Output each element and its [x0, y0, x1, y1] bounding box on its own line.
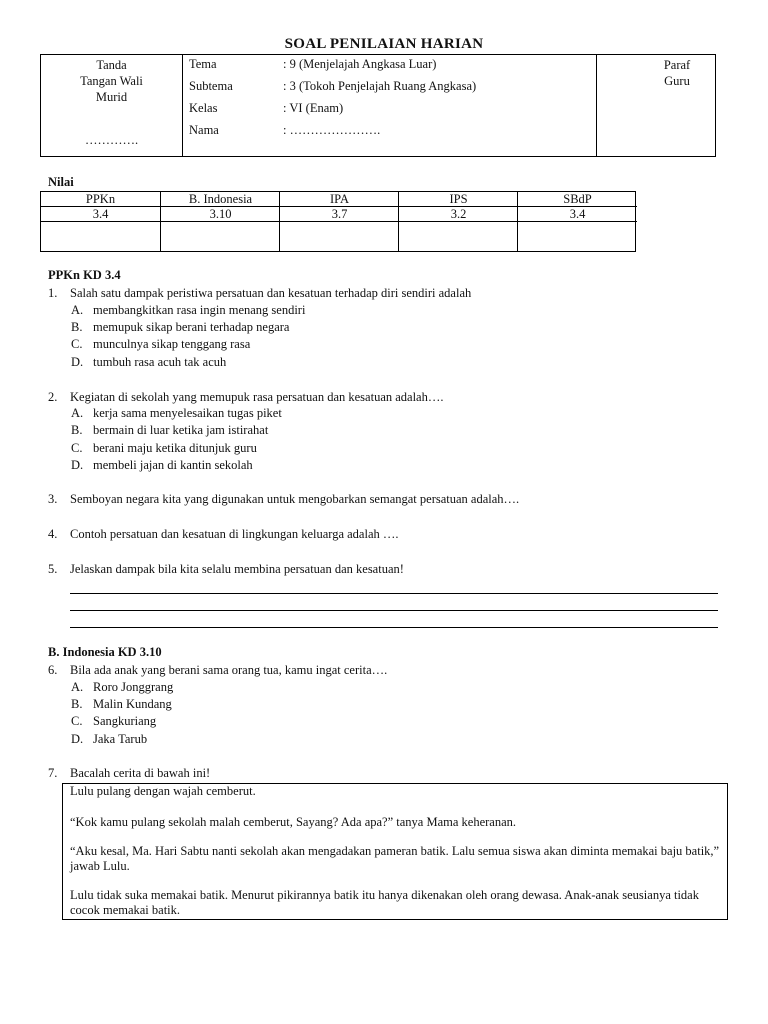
teacher-initial-label [637, 57, 717, 89]
answer-line[interactable] [70, 593, 718, 594]
option-letter: B. [71, 320, 83, 334]
question-number: 6. [48, 663, 58, 677]
header-divider [182, 55, 183, 156]
question-text: Bacalah cerita di bawah ini! [70, 766, 211, 780]
info-label: Subtema [189, 79, 233, 93]
subject-cell: B. Indonesia [161, 192, 280, 207]
story-paragraph: Lulu tidak suka memakai batik. Menurut pikirannya batik itu hanya dikenakan oleh orang dewasa. Anak-anak seusianya tidak cocok memakai batik. [70, 888, 699, 917]
story-paragraph: “Kok kamu pulang sekolah malah cemberut, Sayang? Ada apa?” tanya Mama keheranan. [70, 815, 517, 829]
option-letter: A. [71, 680, 84, 694]
option-letter: D. [71, 732, 84, 746]
score-cell[interactable] [161, 222, 280, 251]
subject-cell: IPA [280, 192, 399, 207]
option-text: Jaka Tarub [93, 732, 148, 746]
header-divider [596, 55, 597, 156]
question-number: 1. [48, 286, 58, 300]
score-column [41, 192, 160, 251]
option-text: memupuk sikap berani terhadap negara [93, 320, 290, 334]
kd-cell: 3.2 [399, 207, 518, 222]
paraf-label-line: Paraf [663, 58, 691, 72]
info-value: : …………………. [283, 123, 381, 137]
score-cell[interactable] [518, 222, 637, 251]
subject-cell: IPS [399, 192, 518, 207]
question-text: Salah satu dampak peristiwa persatuan dan kesatuan terhadap diri sendiri adalah [70, 286, 472, 300]
option-letter: D. [71, 458, 84, 472]
option-letter: A. [71, 406, 84, 420]
answer-line[interactable] [70, 627, 718, 628]
option-letter: C. [71, 337, 83, 351]
info-label: Kelas [189, 101, 218, 115]
question-number: 4. [48, 527, 58, 541]
kd-cell: 3.10 [161, 207, 280, 222]
question-number: 7. [48, 766, 58, 780]
option-letter: B. [71, 423, 83, 437]
score-column [160, 192, 280, 251]
option-text: tumbuh rasa acuh tak acuh [93, 355, 227, 369]
score-cell[interactable] [399, 222, 518, 251]
info-label: Tema [189, 57, 217, 71]
question-text: Bila ada anak yang berani sama orang tua, kamu ingat cerita…. [70, 663, 388, 677]
kd-cell: 3.4 [41, 207, 160, 222]
option-letter: C. [71, 441, 83, 455]
score-column [279, 192, 399, 251]
score-cell[interactable] [41, 222, 160, 251]
question-text: Jelaskan dampak bila kita selalu membina persatuan dan kesatuan! [70, 562, 404, 576]
story-paragraph: “Aku kesal, Ma. Hari Sabtu nanti sekolah akan mengadakan pameran batik. Lalu semua siswa akan diminta memakai baju batik,” jawab Lulu. [70, 844, 720, 873]
story-paragraph: Lulu pulang dengan wajah cemberut. [70, 784, 256, 798]
option-text: kerja sama menyelesaikan tugas piket [93, 406, 282, 420]
option-text: berani maju ketika ditunjuk guru [93, 441, 257, 455]
score-table [40, 191, 636, 252]
question-number: 5. [48, 562, 58, 576]
info-label: Nama [189, 123, 219, 137]
signature-label-line: Tangan Wali [80, 74, 143, 88]
option-text: Malin Kundang [93, 697, 172, 711]
info-value: : 9 (Menjelajah Angkasa Luar) [283, 57, 437, 71]
option-text: membangkitkan rasa ingin menang sendiri [93, 303, 306, 317]
paraf-label-line: Guru [664, 74, 690, 88]
score-column [517, 192, 637, 251]
option-text: Sangkuriang [93, 714, 157, 728]
reading-passage-box [62, 783, 728, 920]
section-heading-ppkn: PPKn KD 3.4 [48, 268, 121, 282]
question-number: 2. [48, 390, 58, 404]
kd-cell: 3.7 [280, 207, 399, 222]
option-text: bermain di luar ketika jam istirahat [93, 423, 269, 437]
question-number: 3. [48, 492, 58, 506]
option-letter: A. [71, 303, 84, 317]
option-letter: D. [71, 355, 84, 369]
question-text: Kegiatan di sekolah yang memupuk rasa persatuan dan kesatuan adalah…. [70, 390, 444, 404]
score-cell[interactable] [280, 222, 399, 251]
question-text: Contoh persatuan dan kesatuan di lingkungan keluarga adalah …. [70, 527, 399, 541]
nilai-label: Nilai [48, 175, 74, 189]
parent-signature-label [41, 57, 182, 105]
header-table [40, 54, 716, 157]
signature-dots: …………. [84, 133, 139, 147]
answer-line[interactable] [70, 610, 718, 611]
info-value: : 3 (Tokoh Penjelajah Ruang Angkasa) [283, 79, 477, 93]
signature-label-line: Murid [95, 90, 128, 104]
question-text: Semboyan negara kita yang digunakan untuk mengobarkan semangat persatuan adalah…. [70, 492, 520, 506]
option-text: Roro Jonggrang [93, 680, 174, 694]
signature-label-line: Tanda [96, 58, 127, 72]
score-column [398, 192, 518, 251]
option-text: membeli jajan di kantin sekolah [93, 458, 253, 472]
kd-cell: 3.4 [518, 207, 637, 222]
page-title: SOAL PENILAIAN HARIAN [284, 36, 484, 52]
info-value: : VI (Enam) [283, 101, 344, 115]
subject-cell: PPKn [41, 192, 160, 207]
option-letter: C. [71, 714, 83, 728]
option-text: munculnya sikap tenggang rasa [93, 337, 251, 351]
section-heading-bindo: B. Indonesia KD 3.10 [48, 645, 162, 659]
subject-cell: SBdP [518, 192, 637, 207]
option-letter: B. [71, 697, 83, 711]
